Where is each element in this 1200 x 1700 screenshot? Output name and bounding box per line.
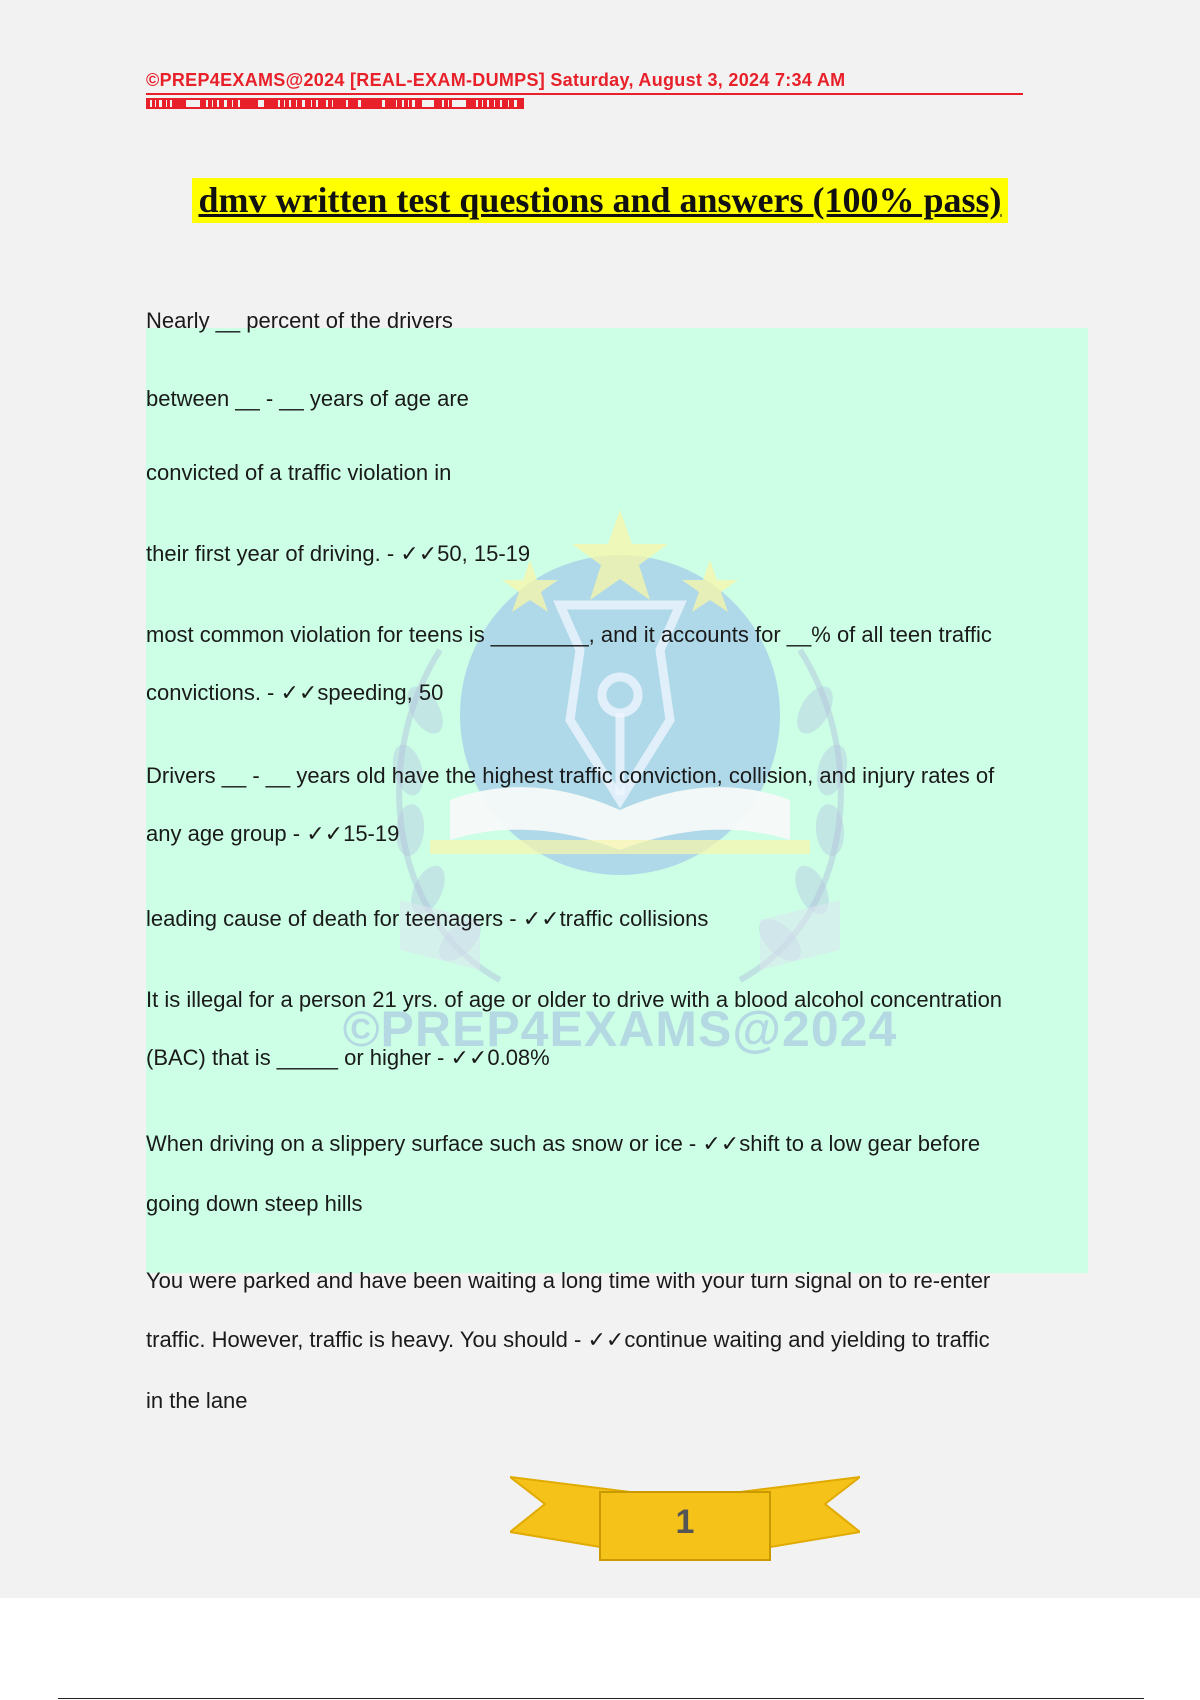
text-line: Drivers __ - __ years old have the highest traffic conviction, collision, and injury rates of (146, 763, 995, 788)
barcode-strip (146, 98, 524, 109)
text-line: most common violation for teens is ________, and it accounts for __% of all teen traffic (146, 622, 992, 647)
text-line: traffic. However, traffic is heavy. You should - ✓✓continue waiting and yielding to traffic (146, 1327, 990, 1352)
text-line: convicted of a traffic violation in (146, 460, 452, 485)
watermark-text: ©PREP4EXAMS@2024 (342, 1001, 898, 1057)
text-line: any age group - ✓✓15-19 (146, 821, 400, 846)
text-line: between __ - __ years of age are (146, 386, 469, 411)
page-divider (58, 1698, 1144, 1699)
text-line: leading cause of death for teenagers - ✓✓traffic collisions (146, 906, 709, 931)
header-underline (146, 93, 1023, 95)
text-line: It is illegal for a person 21 yrs. of age or older to drive with a blood alcohol concentration (146, 987, 1003, 1012)
text-line: their first year of driving. - ✓✓50, 15-19 (146, 541, 531, 566)
page-header: ©PREP4EXAMS@2024 [REAL-EXAM-DUMPS] Saturday, August 3, 2024 7:34 AM (146, 70, 846, 90)
text-line: When driving on a slippery surface such as snow or ice - ✓✓shift to a low gear before (146, 1131, 981, 1156)
text-line: (BAC) that is _____ or higher - ✓✓0.08% (146, 1045, 550, 1070)
text-line: You were parked and have been waiting a long time with your turn signal on to re-enter (146, 1268, 991, 1293)
text-line: Nearly __ percent of the drivers (146, 308, 453, 333)
title-container (0, 178, 1200, 223)
page-number: 1 (675, 1503, 695, 1541)
document-title: dmv written test questions and answers (100% pass) (192, 178, 1007, 223)
text-line: going down steep hills (146, 1191, 363, 1216)
text-line: convictions. - ✓✓speeding, 50 (146, 680, 444, 705)
text-line: in the lane (146, 1388, 248, 1413)
